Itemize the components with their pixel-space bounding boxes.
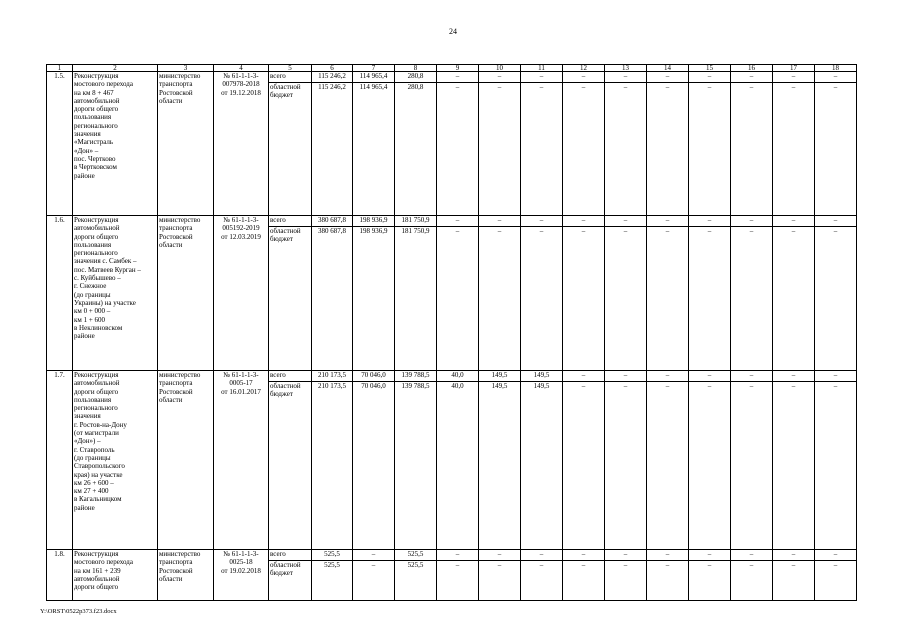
- text-line: пос. Чертково: [74, 154, 116, 163]
- value-cell: 198 936,9: [353, 227, 395, 371]
- value-cell: –: [479, 561, 521, 601]
- header-cell: 5: [269, 65, 312, 72]
- value-cell: –: [353, 561, 395, 601]
- text-line: областной: [270, 227, 301, 235]
- value-cell: 114 965,4: [353, 83, 395, 216]
- text-line: автомобильной: [74, 379, 120, 388]
- text-line: дороги общего: [74, 387, 119, 396]
- value-cell: –: [815, 371, 857, 382]
- text-line: Ростовской: [159, 566, 193, 575]
- text-line: Ростовской: [159, 387, 193, 396]
- value-cell: –: [353, 550, 395, 561]
- header-cell: 14: [647, 65, 689, 72]
- text-line: пользования: [74, 395, 112, 404]
- value-cell: –: [563, 550, 605, 561]
- header-cell: 13: [605, 65, 647, 72]
- value-cell: –: [605, 216, 647, 227]
- value-cell: –: [521, 216, 563, 227]
- text-line: бюджет: [270, 235, 293, 244]
- value-cell: –: [689, 550, 731, 561]
- value-cell: –: [815, 72, 857, 83]
- file-path-footer: Y:\ORST\0522p373.f23.docx: [40, 608, 117, 615]
- text-line: пос. Матвеев Курган –: [74, 265, 141, 274]
- value-cell: 380 687,8: [312, 216, 353, 227]
- value-cell: –: [731, 83, 773, 216]
- text-line: от 19.02.2018: [221, 566, 261, 575]
- value-cell: –: [647, 561, 689, 601]
- header-cell: 17: [773, 65, 815, 72]
- text-line: пользования: [74, 113, 112, 122]
- value-cell: –: [563, 72, 605, 83]
- text-line: км 27 + 400: [74, 487, 109, 496]
- value-cell: 210 173,5: [312, 382, 353, 550]
- value-cell: 181 750,9: [395, 227, 437, 371]
- value-cell: 115 246,2: [312, 72, 353, 83]
- header-cell: 1: [47, 65, 73, 72]
- text-line: 0005-17: [229, 379, 253, 388]
- value-cell: –: [689, 382, 731, 550]
- value-cell: –: [815, 550, 857, 561]
- value-cell: –: [521, 550, 563, 561]
- value-cell: 380 687,8: [312, 227, 353, 371]
- text-line: в Неклиновском: [74, 323, 123, 332]
- object-name: [73, 550, 158, 601]
- text-line: «Магистраль: [74, 138, 114, 147]
- value-cell: 210 173,5: [312, 371, 353, 382]
- value-cell: –: [689, 216, 731, 227]
- text-line: на км 161 + 239: [74, 566, 121, 575]
- funding-source-budget: [269, 227, 312, 371]
- value-cell: –: [689, 72, 731, 83]
- text-line: № 61-1-1-3-: [223, 550, 259, 558]
- expertise-document: [214, 371, 269, 550]
- value-cell: 115 246,2: [312, 83, 353, 216]
- value-cell: 198 936,9: [353, 216, 395, 227]
- value-cell: –: [731, 561, 773, 601]
- text-line: № 61-1-1-3-: [223, 72, 259, 80]
- value-cell: 525,5: [312, 561, 353, 601]
- table-row: [47, 72, 857, 83]
- value-cell: 40,0: [437, 371, 479, 382]
- text-line: г. Ростов-на-Дону: [74, 420, 127, 429]
- text-line: бюджет: [270, 91, 293, 100]
- value-cell: –: [689, 83, 731, 216]
- header-cell: 6: [312, 65, 353, 72]
- value-cell: –: [773, 371, 815, 382]
- header-cell: 16: [731, 65, 773, 72]
- text-line: бюджет: [270, 390, 293, 399]
- value-cell: 525,5: [395, 561, 437, 601]
- header-cell: 11: [521, 65, 563, 72]
- text-line: 005192-2019: [222, 224, 260, 233]
- value-cell: –: [605, 83, 647, 216]
- text-line: регионального: [74, 249, 118, 258]
- header-cell: 12: [563, 65, 605, 72]
- value-cell: –: [437, 83, 479, 216]
- text-line: регионального: [74, 404, 118, 413]
- text-line: транспорта: [159, 224, 193, 233]
- value-cell: –: [563, 227, 605, 371]
- value-cell: –: [479, 83, 521, 216]
- value-cell: 525,5: [395, 550, 437, 561]
- table-row: [47, 216, 857, 227]
- value-cell: –: [689, 227, 731, 371]
- text-line: транспорта: [159, 379, 193, 388]
- value-cell: –: [647, 382, 689, 550]
- value-cell: 525,5: [312, 550, 353, 561]
- responsible-organization: [158, 72, 214, 216]
- text-line: министерство: [159, 550, 201, 558]
- value-cell: –: [773, 72, 815, 83]
- value-cell: –: [731, 371, 773, 382]
- value-cell: –: [773, 382, 815, 550]
- value-cell: 70 046,0: [353, 371, 395, 382]
- text-line: от 19.12.2018: [221, 88, 261, 97]
- header-cell: 10: [479, 65, 521, 72]
- expertise-document: [214, 72, 269, 216]
- value-cell: –: [521, 72, 563, 83]
- text-line: мостового перехода: [74, 558, 133, 567]
- text-line: области: [159, 574, 183, 583]
- text-line: в Кагальницком: [74, 495, 122, 504]
- text-line: регионального: [74, 121, 118, 130]
- value-cell: 70 046,0: [353, 382, 395, 550]
- object-name: [73, 371, 158, 550]
- value-cell: 139 788,5: [395, 371, 437, 382]
- text-line: Реконструкция: [74, 216, 119, 224]
- funding-source-total: всего: [269, 371, 312, 382]
- value-cell: –: [731, 550, 773, 561]
- text-line: (до границы: [74, 290, 111, 299]
- text-line: Ставропольского: [74, 462, 125, 471]
- table-row: [47, 550, 857, 561]
- text-line: транспорта: [159, 558, 193, 567]
- funding-source-total: всего: [269, 216, 312, 227]
- value-cell: –: [815, 382, 857, 550]
- object-name: [73, 216, 158, 371]
- value-cell: –: [563, 382, 605, 550]
- value-cell: –: [605, 382, 647, 550]
- value-cell: –: [731, 382, 773, 550]
- text-line: № 61-1-1-3-: [223, 216, 259, 224]
- value-cell: 149,5: [521, 382, 563, 550]
- row-number: 1.8.: [47, 550, 73, 601]
- text-line: «Дон») –: [74, 437, 101, 446]
- text-line: автомобильной: [74, 96, 120, 105]
- header-cell: 15: [689, 65, 731, 72]
- text-line: Реконструкция: [74, 550, 119, 558]
- row-number: 1.5.: [47, 72, 73, 216]
- text-line: областной: [270, 561, 301, 569]
- text-line: (до границы: [74, 453, 111, 462]
- text-line: Украины) на участке: [74, 298, 136, 307]
- responsible-organization: [158, 371, 214, 550]
- value-cell: –: [563, 83, 605, 216]
- text-line: значения: [74, 130, 101, 139]
- value-cell: –: [731, 72, 773, 83]
- header-cell: 4: [214, 65, 269, 72]
- value-cell: –: [647, 83, 689, 216]
- text-line: районе: [74, 171, 95, 180]
- value-cell: –: [605, 72, 647, 83]
- expertise-document: [214, 550, 269, 601]
- value-cell: –: [521, 561, 563, 601]
- value-cell: –: [647, 227, 689, 371]
- value-cell: –: [437, 216, 479, 227]
- header-row: [47, 65, 857, 72]
- funding-source-budget: [269, 83, 312, 216]
- value-cell: –: [563, 216, 605, 227]
- value-cell: –: [773, 550, 815, 561]
- text-line: на км 8 + 467: [74, 88, 114, 97]
- text-line: Ростовской: [159, 88, 193, 97]
- text-line: дороги общего: [74, 583, 119, 592]
- value-cell: 149,5: [521, 371, 563, 382]
- value-cell: –: [689, 561, 731, 601]
- row-number: 1.6.: [47, 216, 73, 371]
- text-line: значения: [74, 412, 101, 421]
- value-cell: –: [815, 83, 857, 216]
- text-line: бюджет: [270, 569, 293, 578]
- text-line: министерство: [159, 371, 201, 379]
- row-number: 1.7.: [47, 371, 73, 550]
- value-cell: 40,0: [437, 382, 479, 550]
- text-line: значения с. Самбек –: [74, 257, 137, 266]
- text-line: км 26 + 600 –: [74, 478, 114, 487]
- text-line: 0025-18: [229, 558, 253, 567]
- header-cell: 3: [158, 65, 214, 72]
- value-cell: –: [647, 550, 689, 561]
- text-line: (от магистрали: [74, 429, 119, 438]
- text-line: края) на участке: [74, 470, 123, 479]
- value-cell: –: [647, 371, 689, 382]
- text-line: от 12.03.2019: [221, 232, 261, 241]
- text-line: г. Снежное: [74, 282, 107, 291]
- value-cell: –: [731, 216, 773, 227]
- value-cell: 149,5: [479, 382, 521, 550]
- text-line: автомобильной: [74, 224, 120, 233]
- responsible-organization: [158, 216, 214, 371]
- value-cell: –: [479, 72, 521, 83]
- text-line: автомобильной: [74, 574, 120, 583]
- value-cell: 149,5: [479, 371, 521, 382]
- text-line: области: [159, 240, 183, 249]
- text-line: министерство: [159, 216, 201, 224]
- value-cell: –: [773, 83, 815, 216]
- program-table: [46, 64, 857, 601]
- text-line: Реконструкция: [74, 371, 119, 379]
- text-line: районе: [74, 503, 95, 512]
- header-cell: 18: [815, 65, 857, 72]
- value-cell: 280,8: [395, 72, 437, 83]
- funding-source-budget: [269, 382, 312, 550]
- value-cell: –: [647, 72, 689, 83]
- value-cell: –: [521, 83, 563, 216]
- value-cell: –: [563, 371, 605, 382]
- header-cell: 9: [437, 65, 479, 72]
- value-cell: –: [815, 561, 857, 601]
- text-line: областной: [270, 382, 301, 390]
- text-line: км 0 + 000 –: [74, 307, 111, 316]
- text-line: 007978-2018: [222, 80, 260, 89]
- text-line: в Чертковском: [74, 163, 117, 172]
- value-cell: –: [773, 227, 815, 371]
- value-cell: 181 750,9: [395, 216, 437, 227]
- value-cell: –: [689, 371, 731, 382]
- text-line: «Дон» –: [74, 146, 99, 155]
- text-line: дороги общего: [74, 105, 119, 114]
- page-number: 24: [449, 27, 457, 36]
- value-cell: –: [731, 227, 773, 371]
- value-cell: –: [815, 227, 857, 371]
- value-cell: 139 788,5: [395, 382, 437, 550]
- value-cell: –: [437, 227, 479, 371]
- text-line: Реконструкция: [74, 72, 119, 80]
- value-cell: 280,8: [395, 83, 437, 216]
- text-line: транспорта: [159, 80, 193, 89]
- table-row: [47, 371, 857, 382]
- text-line: от 16.01.2017: [221, 387, 261, 396]
- text-line: км 1 + 600: [74, 315, 106, 324]
- funding-source-budget: [269, 561, 312, 601]
- value-cell: –: [605, 561, 647, 601]
- value-cell: –: [521, 227, 563, 371]
- value-cell: –: [437, 561, 479, 601]
- header-cell: 7: [353, 65, 395, 72]
- value-cell: –: [773, 216, 815, 227]
- text-line: министерство: [159, 72, 201, 80]
- value-cell: –: [605, 550, 647, 561]
- funding-source-total: всего: [269, 72, 312, 83]
- value-cell: –: [815, 216, 857, 227]
- value-cell: –: [437, 72, 479, 83]
- text-line: области: [159, 395, 183, 404]
- text-line: № 61-1-1-3-: [223, 371, 259, 379]
- value-cell: –: [479, 227, 521, 371]
- text-line: пользования: [74, 240, 112, 249]
- expertise-document: [214, 216, 269, 371]
- value-cell: –: [773, 561, 815, 601]
- value-cell: –: [479, 550, 521, 561]
- value-cell: –: [437, 550, 479, 561]
- value-cell: –: [605, 227, 647, 371]
- text-line: дороги общего: [74, 232, 119, 241]
- value-cell: –: [605, 371, 647, 382]
- value-cell: 114 965,4: [353, 72, 395, 83]
- text-line: г. Ставрополь: [74, 445, 115, 454]
- text-line: мостового перехода: [74, 80, 133, 89]
- value-cell: –: [563, 561, 605, 601]
- text-line: области: [159, 96, 183, 105]
- object-name: [73, 72, 158, 216]
- text-line: районе: [74, 332, 95, 341]
- text-line: с. Куйбышево –: [74, 274, 121, 283]
- text-line: областной: [270, 83, 301, 91]
- funding-source-total: всего: [269, 550, 312, 561]
- value-cell: –: [479, 216, 521, 227]
- value-cell: –: [647, 216, 689, 227]
- header-cell: 2: [73, 65, 158, 72]
- header-cell: 8: [395, 65, 437, 72]
- responsible-organization: [158, 550, 214, 601]
- text-line: Ростовской: [159, 232, 193, 241]
